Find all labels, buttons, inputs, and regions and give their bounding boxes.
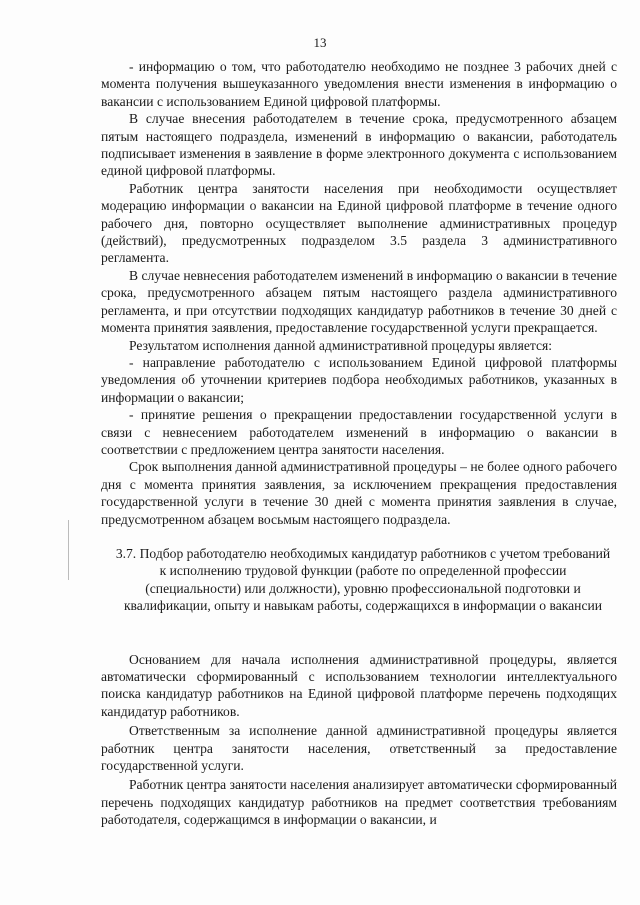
list-item: - принятие решения о прекращении предоставлении государственной услуги в связи с невнесением работодателем изменений в информацию о вакансии в соответствии с предложением центра занятости населения. — [101, 407, 617, 457]
paragraph: Работник центра занятости населения при необходимости осуществляет модерацию информации о вакансии на Единой цифровой платформе в течение одного рабочего дня, повторно осуществляет выполнение административных процедур (действий), предусмотренных подразделом 3.5 раздела 3 административного регламента. — [101, 180, 617, 266]
paragraph: В случае невнесения работодателем изменений в информацию о вакансии в течение срока, предусмотренного абзацем пятым настоящего раздела административного регламента, и при отсутствии подходящих кандидатур работников в течение 30 дней с момента принятия заявления, предоставление государственной услуги прекращается. — [101, 267, 618, 336]
list-item: - направление работодателю с использованием Единой цифровой платформы уведомления об уточнении критериев подбора необходимых работников, указанных в информации о вакансии; — [101, 354, 617, 405]
section-heading: 3.7. Подбор работодателю необходимых кандидатур работников с учетом требований к исполнению трудовой функции (работе по определенной профессии (специальности) или должности), уровню профессиональной подготовки и квалификации, опыту и навыкам работы, содержащихся в информации о вакансии — [115, 545, 611, 614]
paragraph: Результатом исполнения данной административной процедуры является: — [129, 337, 553, 353]
paragraph: Ответственным за исполнение данной административной процедуры является работник центра занятости населения, ответственный за предоставление государственной услуги. — [101, 723, 617, 774]
paragraph: Работник центра занятости населения анализирует автоматически сформированный перечень подходящих кандидатур работников на предмет соответствия требованиям работодателя, содержащимся в информации о вакансии, и — [101, 777, 617, 828]
scan-edge-mark — [68, 520, 69, 580]
document-body — [101, 58, 617, 829]
paragraph: Основанием для начала исполнения административной процедуры, является автоматически сформированный с использованием технологии интеллектуального поиска кандидатур работников на Единой цифровой платформе перечень подходящих кандидатур работников. — [101, 651, 617, 719]
page-number: 13 — [313, 35, 327, 50]
paragraph: Срок выполнения данной административной процедуры – не более одного рабочего дня с момента принятия заявления, за исключением прекращения предоставления государственной услуги в течение 30 дней с момента принятия заявления в случае, предусмотренном абзацем восьмым настоящего подраздела. — [101, 459, 617, 527]
paragraph: В случае внесения работодателем в течение срока, предусмотренного абзацем пятым настоящего подраздела, изменений в информацию о вакансии, работодатель подписывает изменения в заявление в форме электронного документа с использованием единой цифровой платформы. — [101, 111, 617, 179]
paragraph: - информацию о том, что работодателю необходимо не позднее 3 рабочих дней с момента получения вышеуказанного уведомления внести изменения в информацию о вакансии с использованием Единой цифровой платформы. — [101, 59, 617, 109]
